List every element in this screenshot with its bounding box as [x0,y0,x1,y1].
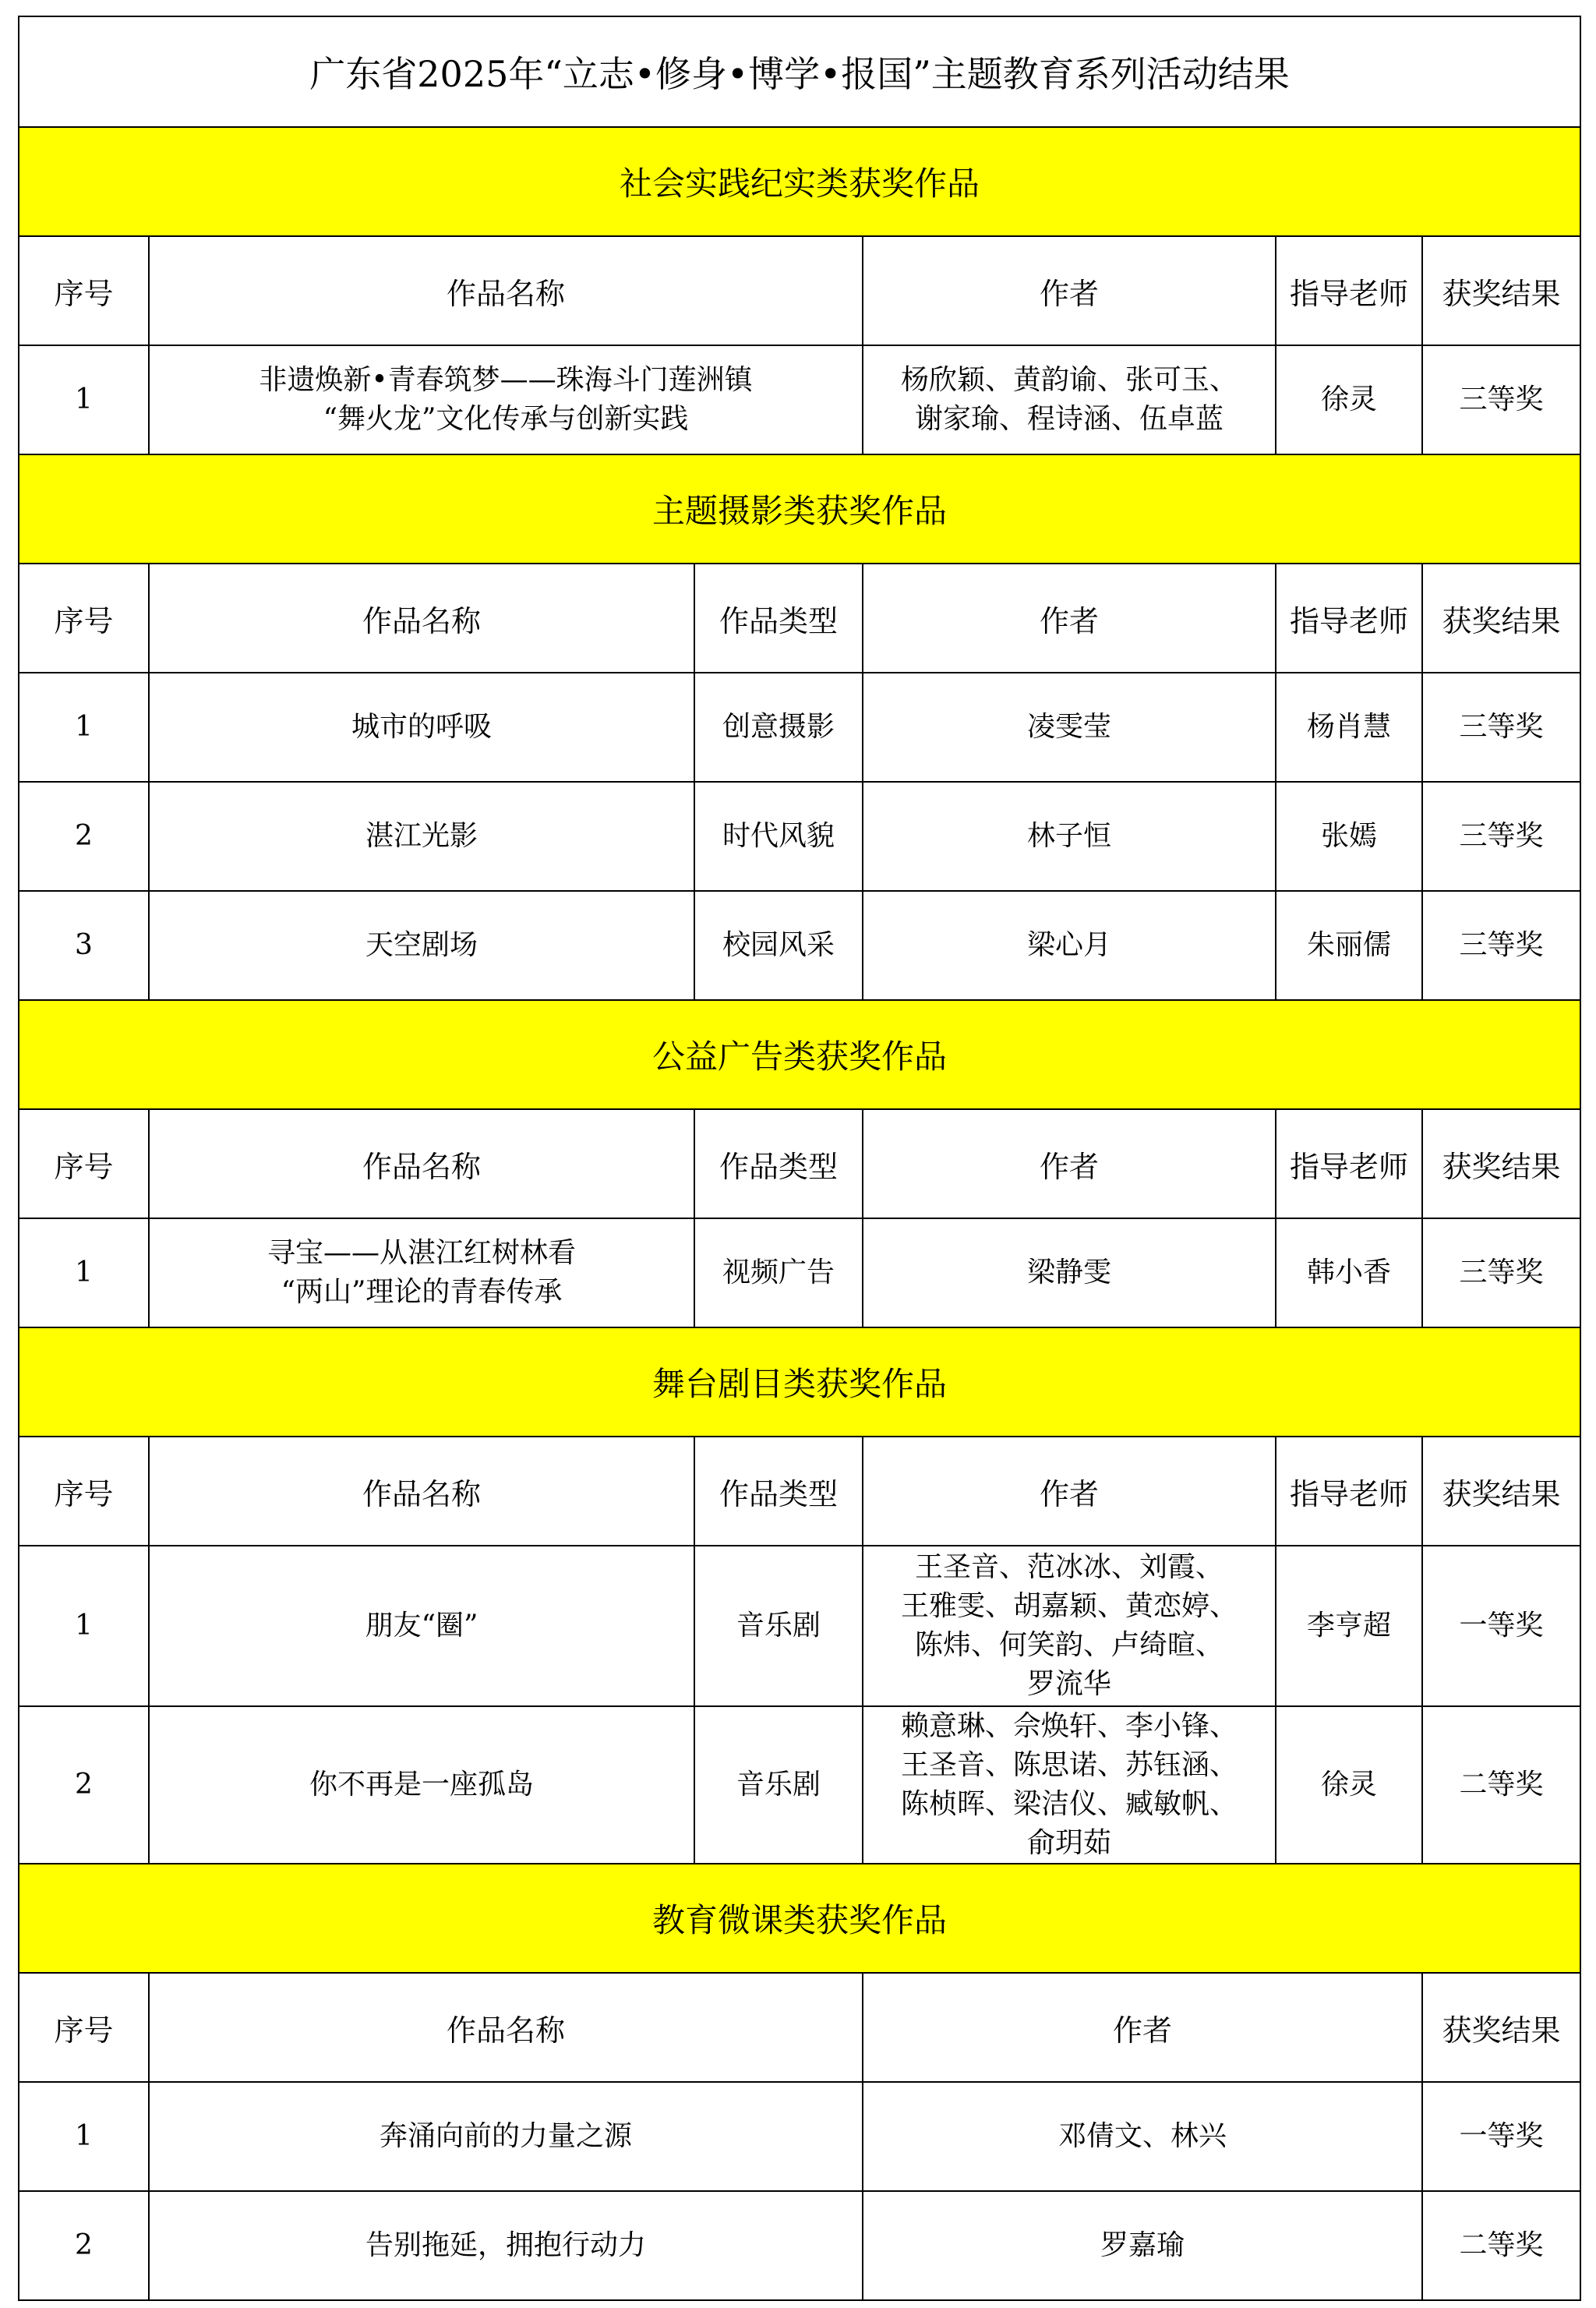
cell-result: 一等奖 [1422,2082,1580,2191]
header-index: 序号 [19,1973,149,2082]
cell-index: 1 [19,2082,149,2191]
cell-author-line: 罗流华 [1026,1668,1111,1700]
cell-authors: 梁静雯 [863,1218,1276,1327]
cell-name [149,345,863,454]
cell-name-line: “舞火龙”文化传承与创新实践 [323,403,689,435]
header-index: 序号 [19,236,149,345]
cell-authors: 邓倩文、林兴 [863,2082,1422,2191]
header-teacher: 指导老师 [1276,1437,1422,1546]
header-teacher: 指导老师 [1276,1109,1422,1218]
cell-teacher: 李亨超 [1276,1546,1422,1706]
results-table [18,16,1581,2301]
cell-teacher: 张嫣 [1276,782,1422,891]
cell-result: 三等奖 [1422,345,1580,454]
section-title: 舞台剧目类获奖作品 [19,1327,1580,1437]
table-row [19,2082,1580,2191]
header-authors: 作者 [863,236,1276,345]
cell-authors: 梁心月 [863,891,1276,1000]
cell-type: 校园风采 [694,891,863,1000]
header-result: 获奖结果 [1422,1437,1580,1546]
cell-result: 三等奖 [1422,673,1580,782]
cell-author-line: 杨欣颖、黄韵谕、张可玉、 [900,364,1238,396]
header-row [19,564,1580,673]
cell-name-line: “两山”理论的青春传承 [281,1276,563,1308]
table-row [19,1218,1580,1327]
page-title: 广东省2025年“立志•修身•博学•报国”主题教育系列活动结果 [19,16,1580,127]
cell-result: 三等奖 [1422,782,1580,891]
table-row [19,345,1580,454]
cell-authors [863,1706,1276,1864]
cell-type: 音乐剧 [694,1706,863,1864]
cell-author-line: 陈桢晖、梁洁仪、臧敏帆、 [900,1788,1238,1820]
cell-index: 1 [19,345,149,454]
cell-name: 朋友“圈” [149,1546,694,1706]
cell-index: 1 [19,1218,149,1327]
cell-author-line: 王圣音、陈思诺、苏钰涵、 [900,1749,1238,1781]
cell-name: 你不再是一座孤岛 [149,1706,694,1864]
cell-name [149,1218,694,1327]
cell-type: 时代风貌 [694,782,863,891]
header-index: 序号 [19,1437,149,1546]
cell-index: 1 [19,1546,149,1706]
header-row [19,1109,1580,1218]
header-row [19,236,1580,345]
cell-result: 一等奖 [1422,1546,1580,1706]
header-result: 获奖结果 [1422,1973,1580,2082]
cell-name: 天空剧场 [149,891,694,1000]
header-name: 作品名称 [149,1973,863,2082]
cell-name-line: 非遗焕新•青春筑梦——珠海斗门莲洲镇 [259,364,753,396]
table-row [19,782,1580,891]
cell-index: 1 [19,673,149,782]
section-title: 社会实践纪实类获奖作品 [19,127,1580,236]
header-row [19,1973,1580,2082]
cell-author-line: 俞玥茹 [1026,1827,1111,1859]
cell-type: 视频广告 [694,1218,863,1327]
cell-teacher: 朱丽儒 [1276,891,1422,1000]
header-type: 作品类型 [694,1109,863,1218]
table-row [19,1546,1580,1706]
table-row [19,1706,1580,1864]
header-name: 作品名称 [149,1109,694,1218]
header-authors: 作者 [863,564,1276,673]
cell-authors [863,1546,1276,1706]
cell-authors [863,345,1276,454]
header-authors: 作者 [863,1109,1276,1218]
header-row [19,1437,1580,1546]
cell-author-line: 陈炜、何笑韵、卢绮暄、 [914,1629,1223,1661]
header-result: 获奖结果 [1422,236,1580,345]
cell-type: 创意摄影 [694,673,863,782]
table-row [19,2191,1580,2300]
header-index: 序号 [19,564,149,673]
cell-name: 湛江光影 [149,782,694,891]
cell-teacher: 徐灵 [1276,345,1422,454]
header-type: 作品类型 [694,1437,863,1546]
cell-authors: 凌雯莹 [863,673,1276,782]
section-title: 教育微课类获奖作品 [19,1864,1580,1973]
cell-author-line: 王圣音、范冰冰、刘霞、 [914,1551,1223,1583]
section-title: 公益广告类获奖作品 [19,1000,1580,1109]
cell-teacher: 韩小香 [1276,1218,1422,1327]
cell-index: 3 [19,891,149,1000]
header-name: 作品名称 [149,1437,694,1546]
cell-name: 城市的呼吸 [149,673,694,782]
header-teacher: 指导老师 [1276,236,1422,345]
cell-result: 三等奖 [1422,891,1580,1000]
header-index: 序号 [19,1109,149,1218]
cell-index: 2 [19,1706,149,1864]
cell-name: 告别拖延，拥抱行动力 [149,2191,863,2300]
header-type: 作品类型 [694,564,863,673]
cell-name-line: 寻宝——从湛江红树林看 [267,1237,576,1269]
cell-result: 二等奖 [1422,1706,1580,1864]
cell-result: 三等奖 [1422,1218,1580,1327]
header-name: 作品名称 [149,236,863,345]
table-row [19,673,1580,782]
header-result: 获奖结果 [1422,564,1580,673]
cell-type: 音乐剧 [694,1546,863,1706]
cell-result: 二等奖 [1422,2191,1580,2300]
cell-teacher: 徐灵 [1276,1706,1422,1864]
table-row [19,891,1580,1000]
cell-index: 2 [19,2191,149,2300]
cell-authors: 林子恒 [863,782,1276,891]
cell-index: 2 [19,782,149,891]
header-name: 作品名称 [149,564,694,673]
cell-authors: 罗嘉瑜 [863,2191,1422,2300]
cell-author-line: 赖意琳、佘焕轩、李小锋、 [900,1710,1238,1742]
header-teacher: 指导老师 [1276,564,1422,673]
header-authors: 作者 [863,1973,1422,2082]
header-result: 获奖结果 [1422,1109,1580,1218]
cell-name: 奔涌向前的力量之源 [149,2082,863,2191]
cell-author-line: 王雅雯、胡嘉颖、黄恋婷、 [900,1590,1238,1622]
section-title: 主题摄影类获奖作品 [19,454,1580,564]
header-authors: 作者 [863,1437,1276,1546]
cell-author-line: 谢家瑜、程诗涵、伍卓蓝 [914,403,1223,435]
cell-teacher: 杨肖慧 [1276,673,1422,782]
